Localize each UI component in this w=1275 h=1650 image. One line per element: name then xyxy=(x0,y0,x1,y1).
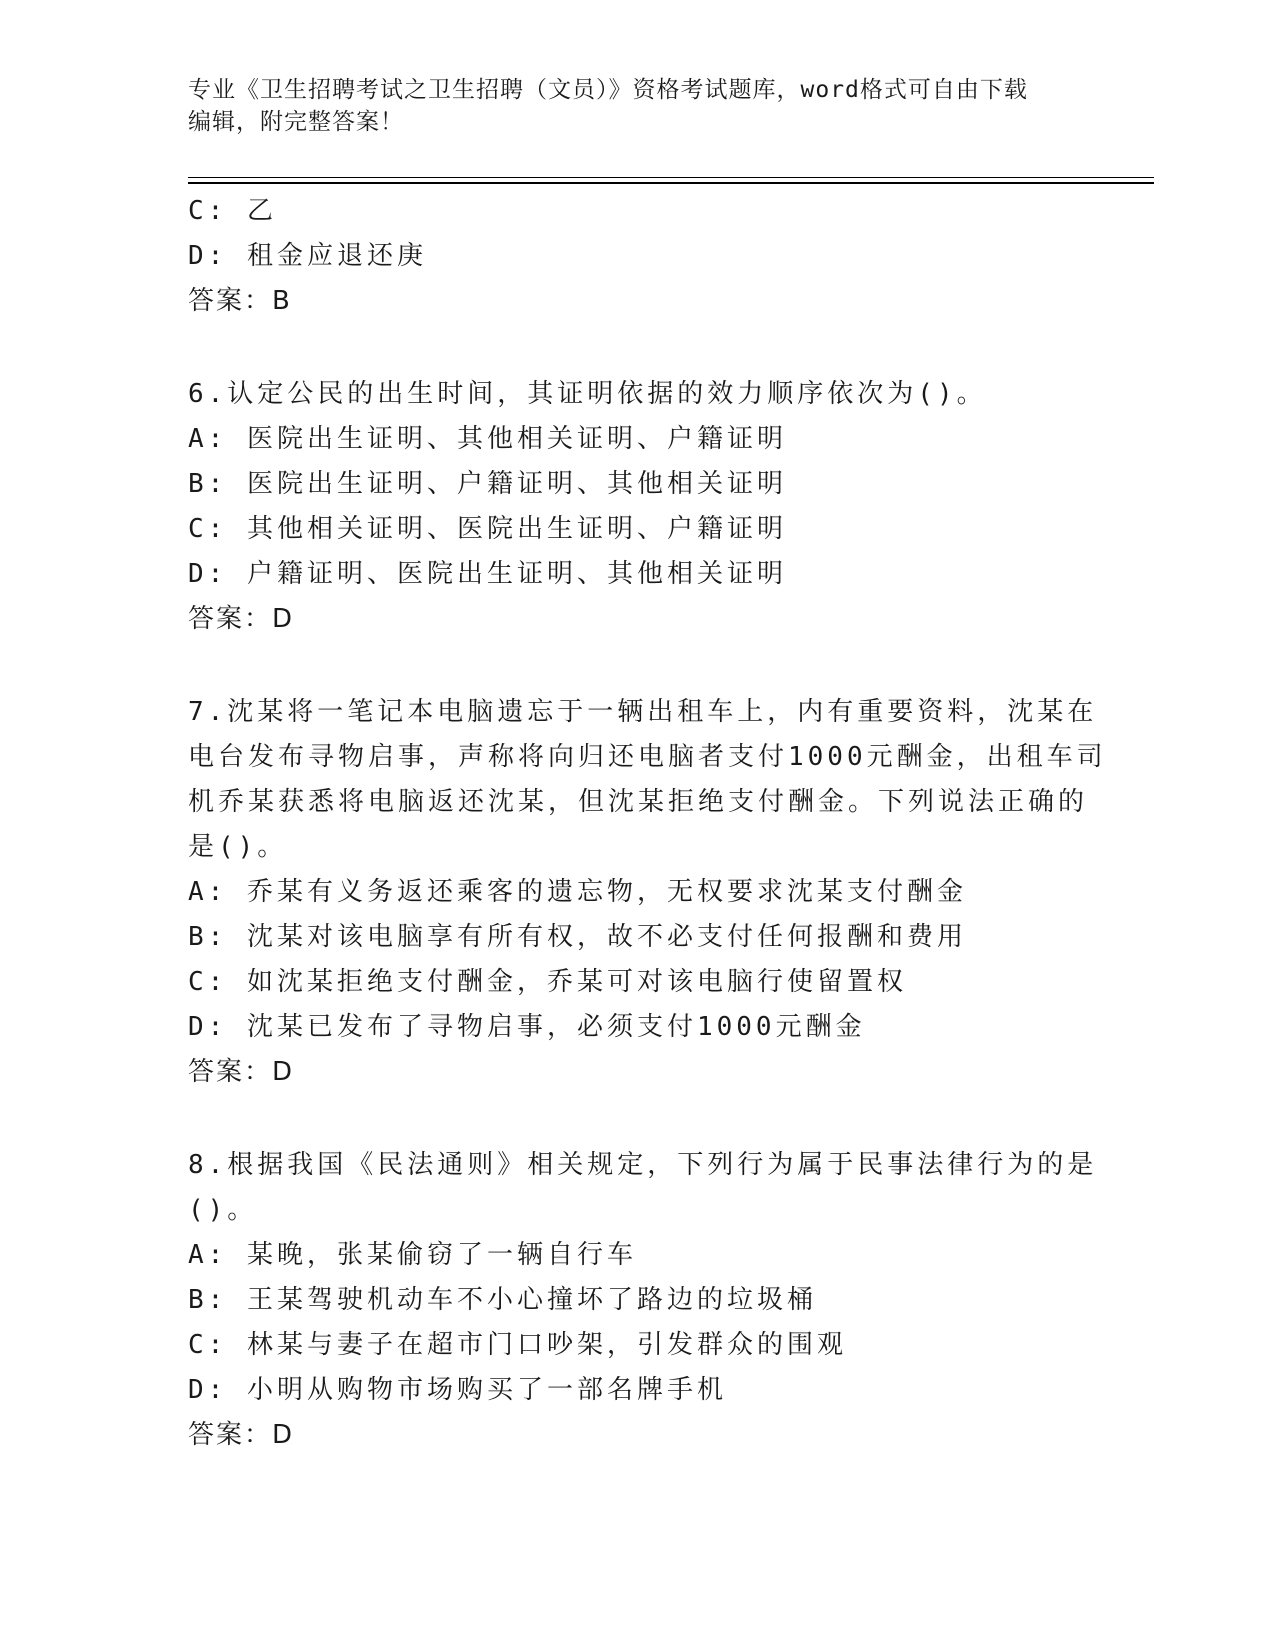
option-c: C: 乙 xyxy=(188,196,277,226)
document-header xyxy=(188,74,1088,138)
option-b: B: 医院出生证明、户籍证明、其他相关证明 xyxy=(188,469,787,499)
question-stem: 机乔某获悉将电脑返还沈某，但沈某拒绝支付酬金。下列说法正确的 xyxy=(188,787,1089,817)
question-stem: 电台发布寻物启事，声称将向归还电脑者支付1000元酬金，出租车司 xyxy=(188,742,1107,772)
option-d: D: 沈某已发布了寻物启事，必须支付1000元酬金 xyxy=(188,1012,866,1042)
header-rule-thin xyxy=(188,177,1154,178)
option-c: C: 其他相关证明、医院出生证明、户籍证明 xyxy=(188,514,787,544)
header-line-2: 编辑，附完整答案！ xyxy=(188,109,404,135)
answer-label: 答案：D xyxy=(188,1420,295,1450)
option-c: C: 如沈某拒绝支付酬金，乔某可对该电脑行使留置权 xyxy=(188,967,907,997)
question-7 xyxy=(188,690,1118,1095)
answer-label: 答案：D xyxy=(188,1057,295,1087)
question-stem: ()。 xyxy=(188,1195,258,1225)
answer-label: 答案：D xyxy=(188,604,295,634)
question-stem: 8.根据我国《民法通则》相关规定，下列行为属于民事法律行为的是 xyxy=(188,1150,1098,1180)
question-stem: 6.认定公民的出生时间，其证明依据的效力顺序依次为()。 xyxy=(188,379,987,409)
option-a: A: 乔某有义务返还乘客的遗忘物，无权要求沈某支付酬金 xyxy=(188,877,967,907)
question-6 xyxy=(188,372,1118,642)
question-stem: 7.沈某将一笔记本电脑遗忘于一辆出租车上，内有重要资料，沈某在 xyxy=(188,697,1098,727)
answer-label: 答案：B xyxy=(188,286,292,316)
option-d: D: 小明从购物市场购买了一部名牌手机 xyxy=(188,1375,727,1405)
previous-question-tail xyxy=(188,189,1118,324)
option-c: C: 林某与妻子在超市门口吵架，引发群众的围观 xyxy=(188,1330,847,1360)
option-b: B: 王某驾驶机动车不小心撞坏了路边的垃圾桶 xyxy=(188,1285,817,1315)
option-a: A: 医院出生证明、其他相关证明、户籍证明 xyxy=(188,424,787,454)
option-d: D: 租金应退还庚 xyxy=(188,241,427,271)
question-stem: 是()。 xyxy=(188,832,288,862)
header-rule-thick xyxy=(188,182,1154,184)
header-line-1: 专业《卫生招聘考试之卫生招聘（文员）》资格考试题库，word格式可自由下载 xyxy=(188,77,1028,103)
question-content xyxy=(188,189,1118,1458)
option-d: D: 户籍证明、医院出生证明、其他相关证明 xyxy=(188,559,787,589)
option-b: B: 沈某对该电脑享有所有权，故不必支付任何报酬和费用 xyxy=(188,922,967,952)
option-a: A: 某晚，张某偷窃了一辆自行车 xyxy=(188,1240,637,1270)
question-8 xyxy=(188,1143,1118,1458)
